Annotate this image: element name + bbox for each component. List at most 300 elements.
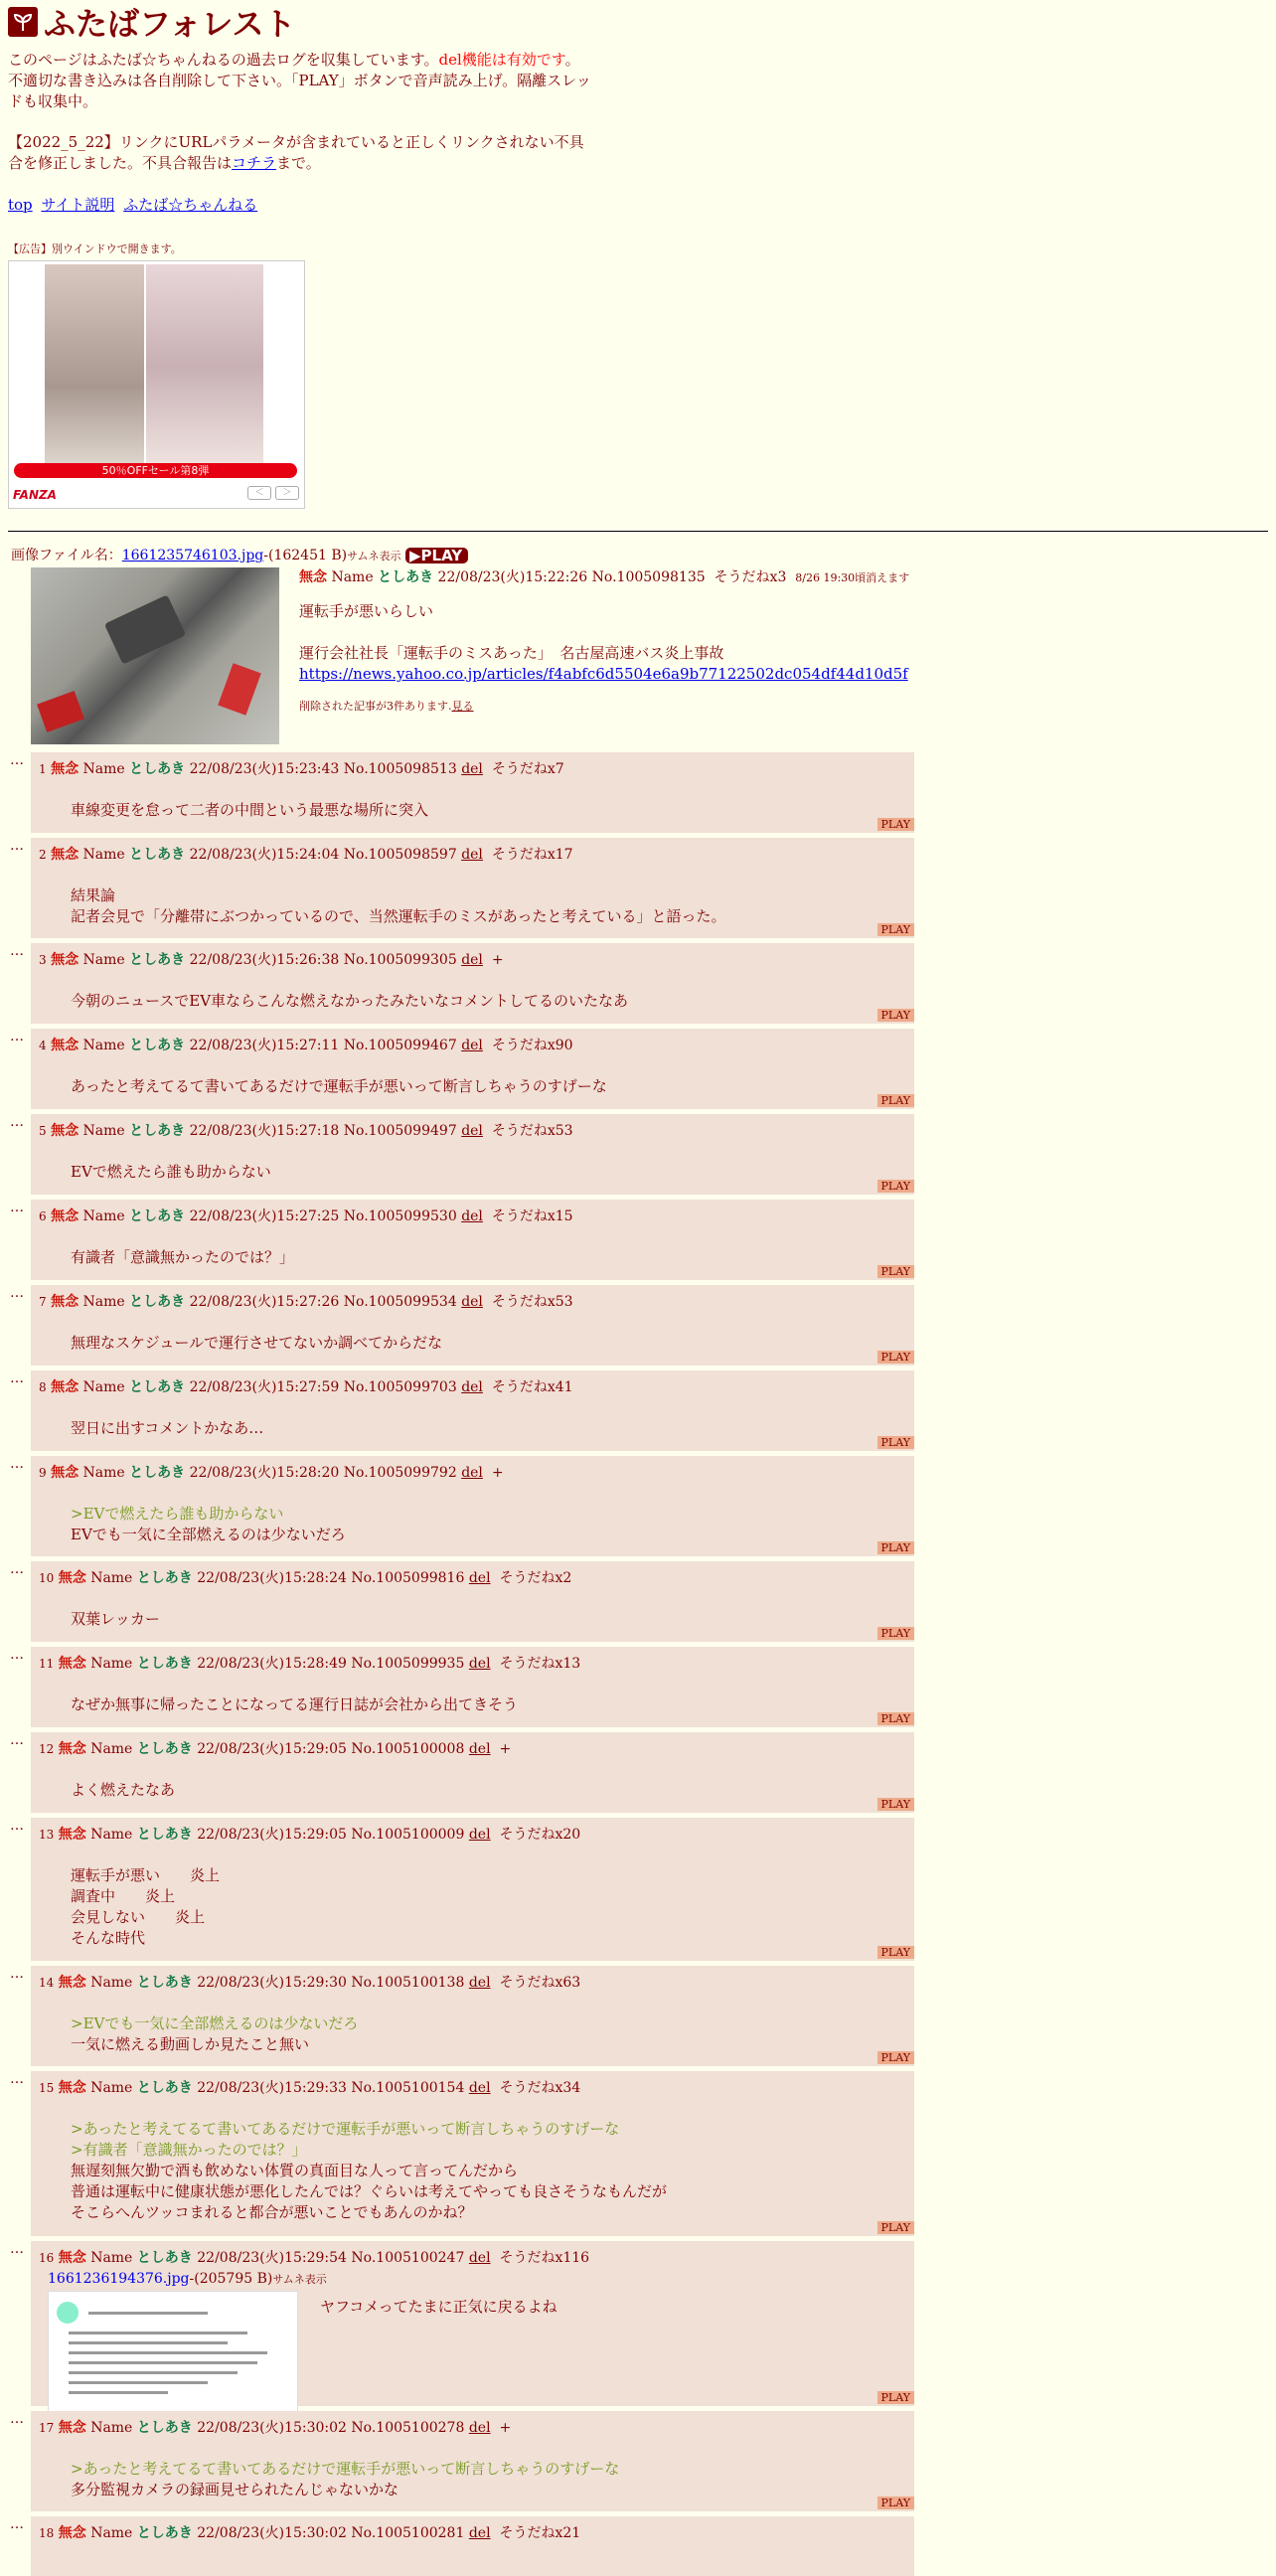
post-date: 22/08/23(火)15:30:02 (197, 2525, 347, 2541)
play-button[interactable]: PLAY (877, 1009, 914, 1022)
post-subject: 無念 (58, 1741, 86, 1757)
reply-file-link[interactable]: 1661236194376.jpg (48, 2271, 190, 2287)
del-link[interactable]: del (468, 2525, 491, 2541)
play-button[interactable]: PLAY (877, 2221, 914, 2234)
name-label: Name (82, 952, 125, 968)
body-line: そこらへんツッコまれると都合が悪いことでもあんのかね？ (71, 2203, 473, 2221)
reply-row (8, 1200, 922, 1280)
play-button[interactable]: PLAY (877, 1094, 914, 1107)
reply-body (71, 1504, 346, 1545)
reply-header (39, 1462, 504, 1482)
fire-truck-shape (37, 691, 84, 732)
ad-banner[interactable] (8, 260, 305, 509)
body-line: ヤフコメってたまに正気に戻るよね (320, 2298, 558, 2316)
del-link[interactable]: del (468, 2250, 491, 2266)
reply-header (39, 2522, 580, 2542)
ad-prev-button[interactable]: ＜ (247, 486, 271, 500)
post-subject: 無念 (58, 1975, 86, 1991)
sodane-button[interactable]: そうだねx20 (499, 1827, 581, 1843)
post-subject: 無念 (58, 2080, 86, 2096)
text-line-shape (69, 2332, 247, 2334)
name-label: Name (90, 2250, 133, 2266)
nav-futaba-link[interactable]: ふたば☆ちゃんねる (123, 196, 258, 214)
del-link[interactable]: del (461, 1465, 483, 1481)
name-label: Name (82, 1038, 125, 1053)
play-button[interactable]: PLAY (877, 2051, 914, 2064)
post-subject: 無念 (299, 569, 327, 585)
post-subject: 無念 (51, 1123, 80, 1139)
reply-row (8, 1114, 922, 1195)
post-date: 22/08/23(火)15:29:05 (197, 1827, 347, 1843)
del-link[interactable]: del (468, 1656, 491, 1672)
reply-row (8, 1966, 922, 2066)
body-line: 普通は運転中に健康状態が悪化したんでは？ぐらいは考えてやっても良さそうなもんだが (71, 2182, 668, 2200)
play-button[interactable]: PLAY (877, 1436, 914, 1449)
intro-text-2: 。不適切な書き込みは各自削除して下さい。「PLAY」ボタンで音声読み上げ。隔離スレッドも収集中。 (8, 51, 591, 110)
post-number: No.1005098513 (343, 761, 457, 777)
text-line-shape (88, 2312, 208, 2315)
ad-next-button[interactable]: ＞ (275, 486, 299, 500)
post-subject: 無念 (58, 1656, 86, 1672)
nav-top-link[interactable]: top (8, 196, 33, 214)
avatar-icon (57, 2302, 79, 2324)
poster-name: としあき (129, 1379, 186, 1395)
reply-body (71, 2459, 619, 2500)
body-line: 無理なスケジュールで運行させてないか調べてからだな (71, 1334, 443, 1352)
reply-header (39, 758, 564, 778)
reply-row (8, 752, 922, 833)
name-label: Name (82, 1465, 125, 1481)
del-link[interactable]: del (461, 1038, 483, 1053)
reply-index: 5 (39, 1124, 47, 1138)
reply-index: 3 (39, 953, 47, 967)
post-number: No.1005099534 (343, 1294, 457, 1310)
name-label: Name (82, 1123, 125, 1139)
play-button[interactable]: PLAY (877, 1180, 914, 1193)
poster-name: としあき (136, 1570, 193, 1586)
body-line: 運転手が悪い 炎上 (71, 1866, 221, 1884)
reply-thumbnail[interactable] (48, 2291, 298, 2416)
post-number: No.1005099792 (343, 1465, 457, 1481)
del-link[interactable]: del (461, 1379, 483, 1395)
sodane-button[interactable]: そうだねx53 (491, 1294, 573, 1310)
poster-name: としあき (136, 2420, 193, 2436)
body-line: 多分監視カメラの録画見せられたんじゃないかな (71, 2481, 399, 2498)
op-thumb-toggle[interactable]: サムネ表示 (347, 550, 401, 563)
post-subject: 無念 (51, 1038, 80, 1053)
op-file-size: -(162451 B) (263, 548, 348, 564)
del-link[interactable]: del (468, 2420, 491, 2436)
intro-text: このページはふたば☆ちゃんねるの過去ログを収集しています。 (8, 51, 439, 69)
reply-post (31, 2071, 914, 2236)
report-link[interactable]: コチラ (232, 154, 277, 172)
ad-sale-bar[interactable]: 50％OFFセール第8弾 (14, 463, 297, 478)
ad-image-left[interactable] (45, 264, 144, 468)
reply-row (8, 1456, 922, 1556)
text-line-shape (69, 2381, 208, 2384)
reply-marker: … (10, 2071, 24, 2087)
reply-thumb-toggle[interactable]: サムネ表示 (272, 2273, 327, 2286)
reply-index: 10 (39, 1571, 55, 1585)
poster-name: としあき (129, 1208, 186, 1224)
body-line: EVで燃えたら誰も助からない (71, 1163, 271, 1181)
name-label: Name (90, 2420, 133, 2436)
reply-body (71, 2119, 667, 2223)
bugfix-notice (8, 132, 594, 174)
leaf-logo-icon (8, 7, 38, 37)
reply-body (71, 1333, 442, 1354)
reply-index: 2 (39, 848, 47, 862)
intro-del-notice: del機能は有効です (438, 51, 565, 69)
deleted-text: 削除された記事が3件あります. (299, 700, 452, 713)
name-label: Name (90, 1656, 133, 1672)
post-date: 22/08/23(火)15:29:54 (197, 2250, 347, 2266)
body-line: 車線変更を怠って二者の中間という最悪な場所に突入 (71, 801, 429, 819)
reply-post (31, 1285, 914, 1366)
reply-post (31, 1370, 914, 1451)
reply-post (31, 2241, 914, 2406)
reply-row (8, 2411, 922, 2511)
deleted-notice (299, 698, 474, 714)
reply-body (71, 2013, 358, 2055)
poster-name: としあき (129, 847, 186, 863)
post-date: 22/08/23(火)15:28:20 (189, 1465, 340, 1481)
post-number: No.1005098135 (591, 569, 706, 585)
reply-row (8, 1370, 922, 1451)
post-subject: 無念 (51, 761, 80, 777)
reply-index: 11 (39, 1657, 55, 1671)
reply-header (39, 1972, 580, 1992)
body-line: 会見しない 炎上 (71, 1908, 206, 1926)
reply-row (8, 2516, 922, 2576)
sodane-button[interactable]: そうだねx7 (491, 761, 564, 777)
reply-marker: … (10, 752, 24, 768)
reply-index: 12 (39, 1742, 55, 1756)
top-nav (8, 194, 1268, 215)
sodane-button[interactable]: + (499, 2420, 512, 2436)
post-number: No.1005100281 (351, 2525, 465, 2541)
post-date: 22/08/23(火)15:27:25 (189, 1208, 340, 1224)
reply-header (39, 2417, 511, 2437)
text-line-shape (69, 2361, 257, 2364)
sodane-button[interactable]: そうだねx53 (491, 1123, 573, 1139)
post-number: No.1005099935 (351, 1656, 465, 1672)
reply-index: 7 (39, 1295, 47, 1309)
play-button[interactable]: PLAY (877, 1946, 914, 1959)
reply-header (39, 1035, 573, 1054)
reply-body (71, 1162, 271, 1183)
play-button[interactable]: PLAY (877, 818, 914, 831)
name-label: Name (82, 1379, 125, 1395)
body-line: 翌日に出すコメントかなあ… (71, 1419, 264, 1437)
sodane-button[interactable]: そうだねx21 (499, 2525, 581, 2541)
reply-row (8, 1732, 922, 1813)
text-line-shape (69, 2371, 238, 2374)
reply-marker: … (10, 1647, 24, 1663)
del-link[interactable]: del (468, 1827, 491, 1843)
reply-marker: … (10, 1285, 24, 1301)
op-thumbnail[interactable] (31, 567, 279, 744)
post-date: 22/08/23(火)15:27:18 (189, 1123, 340, 1139)
play-button[interactable]: PLAY (877, 1627, 914, 1640)
post-number: No.1005100009 (351, 1827, 465, 1843)
name-label: Name (82, 1208, 125, 1224)
reply-header (39, 1824, 580, 1844)
play-button[interactable]: PLAY (877, 2496, 914, 2509)
post-date: 22/08/23(火)15:27:59 (189, 1379, 340, 1395)
play-button[interactable]: PLAY (877, 923, 914, 936)
name-label: Name (90, 2080, 133, 2096)
sodane-button[interactable]: そうだねx17 (491, 847, 573, 863)
page-header (8, 0, 1268, 509)
post-subject: 無念 (58, 2420, 86, 2436)
play-button[interactable]: PLAY (877, 1712, 914, 1725)
reply-marker: … (10, 1114, 24, 1130)
post-number: No.1005100247 (351, 2250, 465, 2266)
reply-marker: … (10, 943, 24, 959)
reply-row (8, 838, 922, 938)
sodane-button[interactable]: + (499, 1741, 512, 1757)
reply-marker: … (10, 1732, 24, 1748)
body-line: よく燃えたなあ (71, 1781, 176, 1799)
body-line: 今朝のニュースでEV車ならこんな燃えなかったみたいなコメントしてるのいたなあ (71, 992, 629, 1010)
reply-post (31, 1561, 914, 1642)
reply-body (71, 1780, 175, 1801)
ad-logo: FANZA (13, 488, 57, 502)
reply-row (8, 2071, 922, 2236)
reply-marker: … (10, 838, 24, 854)
reply-body (71, 1609, 160, 1630)
reply-post (31, 838, 914, 938)
op-post-header (299, 566, 909, 586)
post-date: 22/08/23(火)15:28:24 (197, 1570, 347, 1586)
post-number: No.1005099816 (351, 1570, 465, 1586)
body-line: 一気に燃える動画しか見たこと無い (71, 2035, 310, 2053)
poster-name: としあき (136, 2250, 193, 2266)
name-label: Name (90, 1741, 133, 1757)
expire-notice: 8/26 19:30頃消えます (795, 571, 910, 584)
post-number: No.1005099467 (343, 1038, 457, 1053)
reply-index: 9 (39, 1466, 47, 1480)
body-line: 有識者「意識無かったのでは？」 (71, 1248, 295, 1266)
reply-header (39, 1206, 573, 1225)
quote-line: >有識者「意識無かったのでは？」 (71, 2141, 307, 2159)
reply-row (8, 1647, 922, 1727)
poster-name: としあき (129, 1038, 186, 1053)
post-date: 22/08/23(火)15:29:30 (197, 1975, 347, 1991)
del-link[interactable]: del (461, 1294, 483, 1310)
site-intro (8, 50, 594, 112)
post-number: No.1005100138 (351, 1975, 465, 1991)
reply-header (39, 2077, 580, 2097)
post-date: 22/08/23(火)15:27:26 (189, 1294, 340, 1310)
del-link[interactable]: del (461, 952, 483, 968)
poster-name: としあき (136, 1827, 193, 1843)
post-subject: 無念 (51, 1208, 80, 1224)
post-number: No.1005099497 (343, 1123, 457, 1139)
reply-row (8, 1029, 922, 1109)
reply-marker: … (10, 1818, 24, 1834)
sodane-button[interactable]: そうだねx2 (499, 1570, 572, 1586)
play-button[interactable]: PLAY (877, 1798, 914, 1811)
post-date: 22/08/23(火)15:28:49 (197, 1656, 347, 1672)
body-line: 記者会見で「分離帯にぶつかっているので、当然運転手のミスがあったと考えている」と語った。 (71, 907, 726, 925)
post-date: 22/08/23(火)15:24:04 (189, 847, 340, 863)
poster-name: としあき (129, 1294, 186, 1310)
fire-truck-shape (218, 663, 261, 716)
reply-body (71, 1076, 607, 1097)
post-subject: 無念 (51, 1465, 80, 1481)
notice-text: 【2022_5_22】リンクにURLパラメータが含まれていると正しくリンクされない不具合を修正しました。不具合報告は (8, 133, 584, 172)
reply-file-size: -(205795 B) (189, 2271, 273, 2287)
burnt-bus-shape (104, 594, 186, 664)
op-post-body (299, 601, 908, 685)
reply-file-info (48, 2271, 327, 2287)
quote-line: >あったと考えてるて書いてあるだけで運転手が悪いって断言しちゃうのすげーな (71, 2120, 620, 2138)
post-subject: 無念 (51, 1379, 80, 1395)
ad-label: 【広告】別ウインドウで開きます。 (8, 242, 182, 255)
reply-marker: … (10, 1370, 24, 1386)
op-file-link[interactable]: 1661235746103.jpg (121, 548, 264, 564)
sodane-button[interactable]: そうだねx3 (714, 569, 787, 585)
name-label: Name (90, 1975, 133, 1991)
reply-row (8, 1561, 922, 1642)
header-divider (8, 531, 1268, 532)
sodane-button[interactable]: そうだねx34 (499, 2080, 581, 2096)
poster-name: としあき (136, 1975, 193, 1991)
reply-header (39, 1120, 573, 1140)
site-title-text: ふたばフォレスト (44, 5, 296, 43)
reply-index: 17 (39, 2421, 55, 2435)
text-line-shape (69, 2391, 168, 2394)
reply-header (39, 1291, 573, 1311)
op-file-info (11, 545, 468, 564)
sodane-button[interactable]: + (491, 1465, 504, 1481)
sodane-button[interactable]: そうだねx63 (499, 1975, 581, 1991)
poster-name: としあき (136, 2080, 193, 2096)
reply-header (39, 1376, 573, 1396)
del-link[interactable]: del (461, 1123, 483, 1139)
reply-index: 15 (39, 2081, 55, 2095)
name-label: Name (331, 569, 374, 585)
del-link[interactable]: del (461, 1208, 483, 1224)
sodane-button[interactable]: そうだねx13 (499, 1656, 581, 1672)
poster-name: としあき (129, 761, 186, 777)
site-title (8, 4, 1268, 43)
poster-name: としあき (136, 1741, 193, 1757)
quote-line: >EVでも一気に全部燃えるのは少ないだろ (71, 2014, 359, 2032)
reply-post (31, 1818, 914, 1961)
del-link[interactable]: del (461, 761, 483, 777)
name-label: Name (90, 1570, 133, 1586)
reply-body (71, 1418, 263, 1439)
play-button[interactable]: PLAY (877, 1541, 914, 1554)
sodane-button[interactable]: そうだねx116 (499, 2250, 590, 2266)
poster-name: としあき (136, 1656, 193, 1672)
reply-header (39, 1653, 580, 1673)
play-button[interactable]: PLAY (877, 1265, 914, 1278)
op-body-line: 運行会社社長「運転手のミスあった」 名古屋高速バス炎上事故 (299, 644, 724, 662)
notice-text-2: まで。 (276, 154, 321, 172)
del-link[interactable]: del (468, 1741, 491, 1757)
reply-post (31, 1029, 914, 1109)
del-link[interactable]: del (468, 2080, 491, 2096)
reply-marker: … (10, 1029, 24, 1045)
reply-row (8, 1285, 922, 1366)
reply-marker: … (10, 1200, 24, 1215)
op-body-line: 運転手が悪いらしい (299, 602, 434, 620)
post-number: No.1005100278 (351, 2420, 465, 2436)
reply-marker: … (10, 2516, 24, 2532)
show-deleted-link[interactable]: 見る (451, 700, 474, 713)
post-date: 22/08/23(火)15:27:11 (189, 1038, 340, 1053)
post-date: 22/08/23(火)15:22:26 (437, 569, 588, 585)
file-label: 画像ファイル名： (11, 548, 122, 564)
news-link[interactable]: https://news.yahoo.co.jp/articles/f4abfc6d5504e6a9b77122502dc054df44d10d5f (299, 665, 908, 683)
reply-header (39, 1567, 571, 1587)
op-play-button[interactable]: ▶PLAY (405, 548, 468, 564)
sodane-button[interactable]: そうだねx41 (491, 1379, 573, 1395)
reply-header (39, 1738, 511, 1758)
poster-name: としあき (378, 569, 434, 585)
reply-index: 1 (39, 762, 47, 776)
poster-name: としあき (136, 2525, 193, 2541)
name-label: Name (82, 761, 125, 777)
del-link[interactable]: del (468, 1975, 491, 1991)
text-line-shape (69, 2341, 228, 2344)
reply-row (8, 943, 922, 1024)
post-subject: 無念 (58, 2250, 86, 2266)
poster-name: としあき (129, 952, 186, 968)
del-link[interactable]: del (461, 847, 483, 863)
reply-body (71, 991, 628, 1012)
reply-marker: … (10, 2411, 24, 2427)
reply-post (31, 1200, 914, 1280)
sodane-button[interactable]: + (491, 952, 504, 968)
del-link[interactable]: del (468, 1570, 491, 1586)
body-line: そんな時代 (71, 1929, 146, 1947)
reply-post (31, 1732, 914, 1813)
sodane-button[interactable]: そうだねx15 (491, 1208, 573, 1224)
quote-line: >あったと考えてるて書いてあるだけで運転手が悪いって断言しちゃうのすげーな (71, 2460, 620, 2478)
reply-body (71, 1694, 518, 1715)
body-line: 双葉レッカー (71, 1610, 160, 1628)
post-number: No.1005099530 (343, 1208, 457, 1224)
nav-about-link[interactable]: サイト説明 (41, 196, 115, 214)
reply-body (71, 1865, 220, 1949)
play-button[interactable]: PLAY (877, 2391, 914, 2404)
reply-header (39, 844, 573, 864)
reply-marker: … (10, 1966, 24, 1982)
name-label: Name (90, 2525, 133, 2541)
poster-name: としあき (129, 1123, 186, 1139)
reply-body (71, 800, 428, 821)
play-button[interactable]: PLAY (877, 1351, 914, 1364)
post-number: No.1005099703 (343, 1379, 457, 1395)
reply-index: 13 (39, 1828, 55, 1842)
reply-index: 18 (39, 2526, 55, 2540)
reply-marker: … (10, 1561, 24, 1577)
sodane-button[interactable]: そうだねx90 (491, 1038, 573, 1053)
post-date: 22/08/23(火)15:29:05 (197, 1741, 347, 1757)
poster-name: としあき (129, 1465, 186, 1481)
ad-image-right[interactable] (146, 264, 263, 468)
reply-body (71, 886, 726, 927)
post-date: 22/08/23(火)15:29:33 (197, 2080, 347, 2096)
body-line: EVでも一気に全部燃えるのは少ないだろ (71, 1526, 346, 1543)
reply-index: 6 (39, 1209, 47, 1223)
reply-header (39, 2247, 589, 2267)
